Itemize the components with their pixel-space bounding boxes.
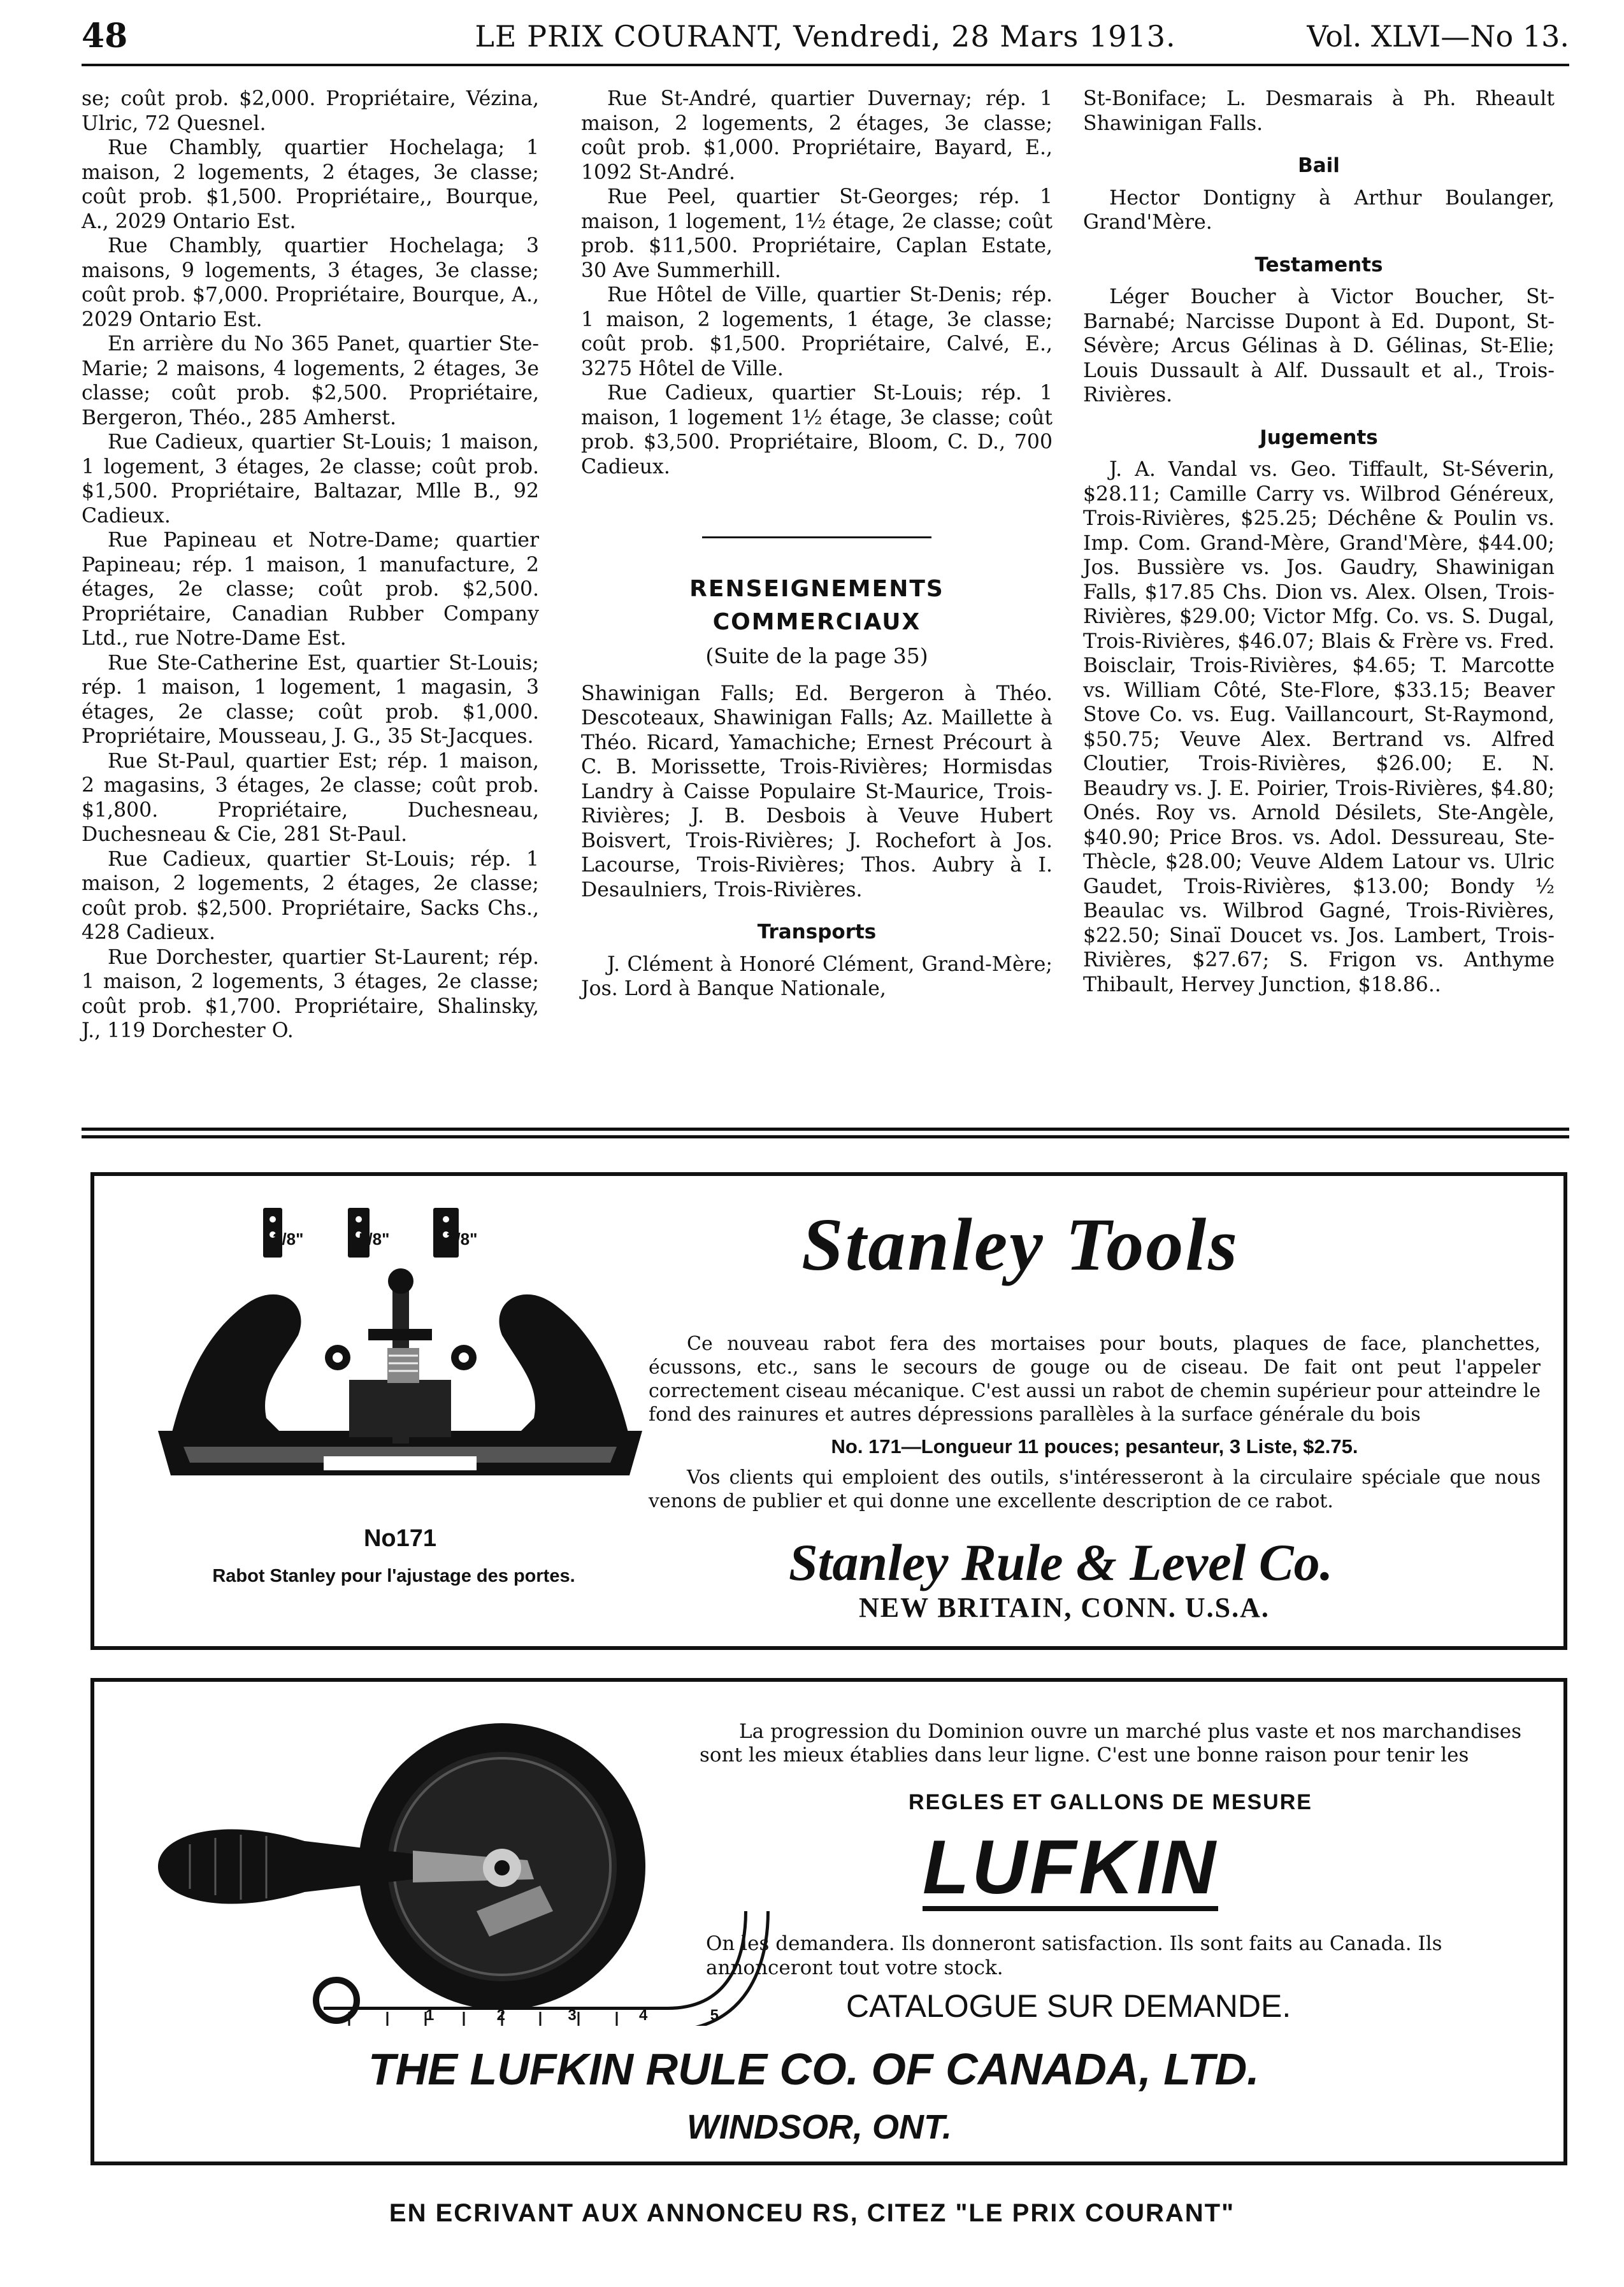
size-label: 7/8" — [447, 1230, 478, 1249]
bail-heading: Bail — [1298, 154, 1340, 177]
intro-text: St-Boniface; L. Desmarais à Ph. Rheault Shawinigan Falls. — [1083, 87, 1555, 135]
list-item: En arrière du No 365 Panet, quartier Ste-Marie; 2 maisons, 4 logements, 2 étages, 3e classe; coût prob. $2,500. Propriétaire, Bergeron, Théo., 285 Amherst. — [82, 333, 539, 429]
testaments-text: Léger Boucher à Victor Boucher, St-Barnabé; Narcisse Dupont à Ed. Dupont, St-Sévère; Arcus Gélinas à D. Gélinas, St-Elie; Louis Dussault à Alf. Dussault et al., Trois-Rivières. — [1083, 285, 1555, 406]
size-label: 3/8" — [273, 1230, 304, 1249]
tape-mark: 1 — [426, 2007, 435, 2024]
lufkin-company: THE LUFKIN RULE CO. OF CANADA, LTD. — [368, 2044, 1260, 2094]
list-item: Rue Hôtel de Ville, quartier St-Denis; rép. 1 maison, 2 logements, 1 étage, 3e classe; coût prob. $1,500. Propriétaire, Calvé, E., 3275 Hôtel de Ville. — [581, 283, 1053, 380]
tape-numbers — [426, 2007, 719, 2025]
bail-text: Hector Dontigny à Arthur Boulanger, Grand'Mère. — [1083, 186, 1555, 234]
stanley-spec: No. 171—Longueur 11 pouces; pesanteur, 3 Liste, $2.75. — [831, 1435, 1358, 1458]
section-subtitle: (Suite de la page 35) — [705, 643, 928, 668]
jugements-text: J. A. Vandal vs. Geo. Tiffault, St-Séverin, $28.11; Camille Carry vs. Wilbrod Généreux, Trois-Rivières, $25.25; Déchêne & Poulin vs. Imp. Com. Grand-Mère, Grand'Mère, $44.00; Jos. Bussière vs. Jos. Gaudry, Shawinigan Falls, $17.85 Chs. Dion vs. Alex. Olsen, Trois-Rivières, $29.00; Victor Mfg. Co. vs. S. Dugal, Trois-Rivières, $46.07; Blais & Frère vs. Fred. Boisclair, Trois-Rivières, $4.65; T. Marcotte vs. William Côté, Ste-Flore, $33.15; Beaver Stove Co. vs. Eug. Vaillancourt, St-Raymond, $50.75; Veuve Alex. Bertrand vs. Alfred Cloutier, Trois-Rivières, $26.00; E. N. Beaudry vs. J. E. Poirier, Trois-Rivières, $4.80; Onés. Roy vs. Arnold Désilets, Ste-Angèle, $40.90; Price Bros. vs. Adol. Dessureau, Ste-Thècle, $28.00; Veuve Aldem Latour vs. Ulric Gaudet, Trois-Rivières, $13.00; Bondy ½ Beaulac vs. Wilbrod Gagné, Trois-Rivières, $22.50; Sinaï Doucet vs. Jos. Lambert, Trois-Rivières, $27.67; S. Frigon vs. Anthyme Thibault, Hervey Junction, $18.86.. — [1083, 458, 1555, 996]
lufkin-logo: LUFKIN — [923, 1825, 1218, 1910]
stanley-address: NEW BRITAIN, CONN. U.S.A. — [859, 1592, 1270, 1623]
lufkin-product: REGLES ET GALLONS DE MESURE — [909, 1790, 1312, 1814]
list-item: Rue St-André, quartier Duvernay; rép. 1 maison, 2 logements, 2 étages, 3e classe; coût prob. $1,000. Propriétaire, Bayard, E., 1092 St-André. — [581, 87, 1053, 184]
ads-rule-top — [82, 1128, 1569, 1131]
list-item: Rue St-Paul, quartier Est; rép. 1 maison, 2 magasins, 3 étages, 2e classe; coût prob. $1,800. Propriétaire, Duchesneau, Duchesneau & Cie, 281 St-Paul. — [82, 749, 539, 846]
model-number: No171 — [363, 1525, 437, 1552]
column-3 — [1083, 87, 1555, 997]
publication-title: LE PRIX COURANT, Vendredi, 28 Mars 1913. — [475, 19, 1176, 54]
column-1 — [82, 87, 539, 1043]
tape-measure-icon — [145, 1720, 782, 2026]
stanley-note: Vos clients qui emploient des outils, s'intéresseront à la circulaire spéciale que nous venons de publier et qui donne une excellente description de ce rabot. — [649, 1466, 1541, 1512]
footer-notice: EN ECRIVANT AUX ANNONCEU RS, CITEZ "LE PRIX COURANT" — [389, 2199, 1235, 2227]
header-rule — [82, 64, 1569, 66]
page-number: 48 — [82, 17, 128, 55]
tape-mark: 4 — [638, 2007, 648, 2024]
transports-heading: Transports — [757, 921, 877, 943]
list-item: Rue Peel, quartier St-Georges; rép. 1 maison, 1 logement, 1½ étage, 2e classe; coût prob. $11,500. Propriétaire, Caplan Estate, 30 Ave Summerhill. — [581, 185, 1053, 282]
ads-rule-bottom — [82, 1135, 1569, 1138]
volume-number: Vol. XLVI—No 13. — [1307, 19, 1569, 54]
list-item: Rue Dorchester, quartier St-Laurent; rép. 1 maison, 2 logements, 3 étages, 2e classe; coût prob. $1,700. Propriétaire, Shalinsky, J., 119 Dorchester O. — [82, 945, 539, 1042]
lufkin-city: WINDSOR, ONT. — [687, 2108, 952, 2146]
lufkin-catalogue: CATALOGUE SUR DEMANDE. — [846, 1988, 1291, 2024]
lufkin-text: On les demandera. Ils donneront satisfaction. Ils sont faits au Canada. Ils annonceront tout votre stock. — [706, 1932, 1442, 1979]
stanley-tools-logo: Stanley Tools — [801, 1203, 1240, 1286]
router-plane-icon — [158, 1208, 642, 1507]
testaments-heading: Testaments — [1254, 253, 1383, 276]
transports-text: J. Clément à Honoré Clément, Grand-Mère; Jos. Lord à Banque Nationale, — [581, 952, 1053, 1000]
size-label: 5/8" — [359, 1230, 390, 1249]
stanley-description: Ce nouveau rabot fera des mortaises pour bouts, plaques de face, planchettes, écussons, etc., sans le secours de gouge ou de ciseau. De fait ont peut l'appeler correctement ciseau mécanique. C'est aussi un rabot de chemin supérieur pour atteindre le fond des rainures et autres dépressions parallèles à la surface générale du bois — [649, 1333, 1541, 1426]
page-header — [82, 14, 1569, 59]
list-item: Rue Cadieux, quartier St-Louis; rép. 1 maison, 1 logement 1½ étage, 3e classe; coût prob. $3,500. Propriétaire, Bloom, C. D., 700 Cadieux. — [581, 382, 1053, 478]
jugements-heading: Jugements — [1260, 426, 1378, 449]
lufkin-intro: La progression du Dominion ouvre un marché plus vaste et nos marchandises sont les mieux établies dans leur ligne. C'est une bonne raison pour tenir les — [700, 1720, 1521, 1767]
lufkin-ad — [90, 1678, 1567, 2165]
list-item: Rue Papineau et Notre-Dame; quartier Papineau; rép. 1 maison, 1 manufacture, 2 étages, 2e classe; coût prob. $2,500. Propriétaire, Canadian Rubber Company Ltd., rue Notre-Dame Est. — [82, 529, 539, 650]
section-title: RENSEIGNEMENTS COMMERCIAUX — [689, 576, 944, 635]
section-divider — [702, 536, 931, 538]
tape-mark: 3 — [568, 2007, 577, 2024]
plane-caption: Rabot Stanley pour l'ajustage des portes. — [212, 1566, 575, 1586]
stanley-ad — [90, 1172, 1567, 1650]
tape-mark: 5 — [710, 2007, 719, 2024]
list-item: Rue Cadieux, quartier St-Louis; rép. 1 maison, 2 logements, 2 étages, 2e classe; coût prob. $2,500. Propriétaire, Sacks Chs., 428 Cadieux. — [82, 847, 539, 944]
tape-mark: 2 — [496, 2007, 506, 2024]
column-2 — [581, 87, 1053, 1001]
section-text: Shawinigan Falls; Ed. Bergeron à Théo. Descoteaux, Shawinigan Falls; Az. Maillette à Théo. Ricard, Yamachiche; Ernest Précourt à C. B. Morissette, Trois-Rivières; Hormisdas Landry à Caisse Populaire St-Maurice, Trois-Rivières; J. B. Desbois à Veuve Hubert Boisvert, Trois-Rivières; J. Rochefort à Jos. Lacourse, Trois-Rivières; Thos. Aubry à I. Desaulniers, Trois-Rivières. — [581, 682, 1053, 901]
list-item: Rue Cadieux, quartier St-Louis; 1 maison, 1 logement, 3 étages, 2e classe; coût prob. $1,500. Propriétaire, Baltazar, Mlle B., 92 Cadieux. — [82, 431, 539, 527]
list-item: Rue Ste-Catherine Est, quartier St-Louis; rép. 1 maison, 1 logement, 1 magasin, 3 étages, 2e classe; coût prob. $1,000. Propriétaire, Mousseau, J. G., 35 St-Jacques. — [82, 651, 539, 748]
list-item: Rue Chambly, quartier Hochelaga; 3 maisons, 9 logements, 3 étages, 3e classe; coût prob. $7,000. Propriétaire, Bourque, A., 2029 Ontario Est. — [82, 234, 539, 331]
stanley-company: Stanley Rule & Level Co. — [789, 1533, 1333, 1591]
list-item: se; coût prob. $2,000. Propriétaire, Vézina, Ulric, 72 Quesnel. — [82, 87, 539, 135]
list-item: Rue Chambly, quartier Hochelaga; 1 maison, 2 logements, 2 étages, 3e classe; coût prob. $1,500. Propriétaire,, Bourque, A., 2029 Ontario Est. — [82, 136, 539, 233]
